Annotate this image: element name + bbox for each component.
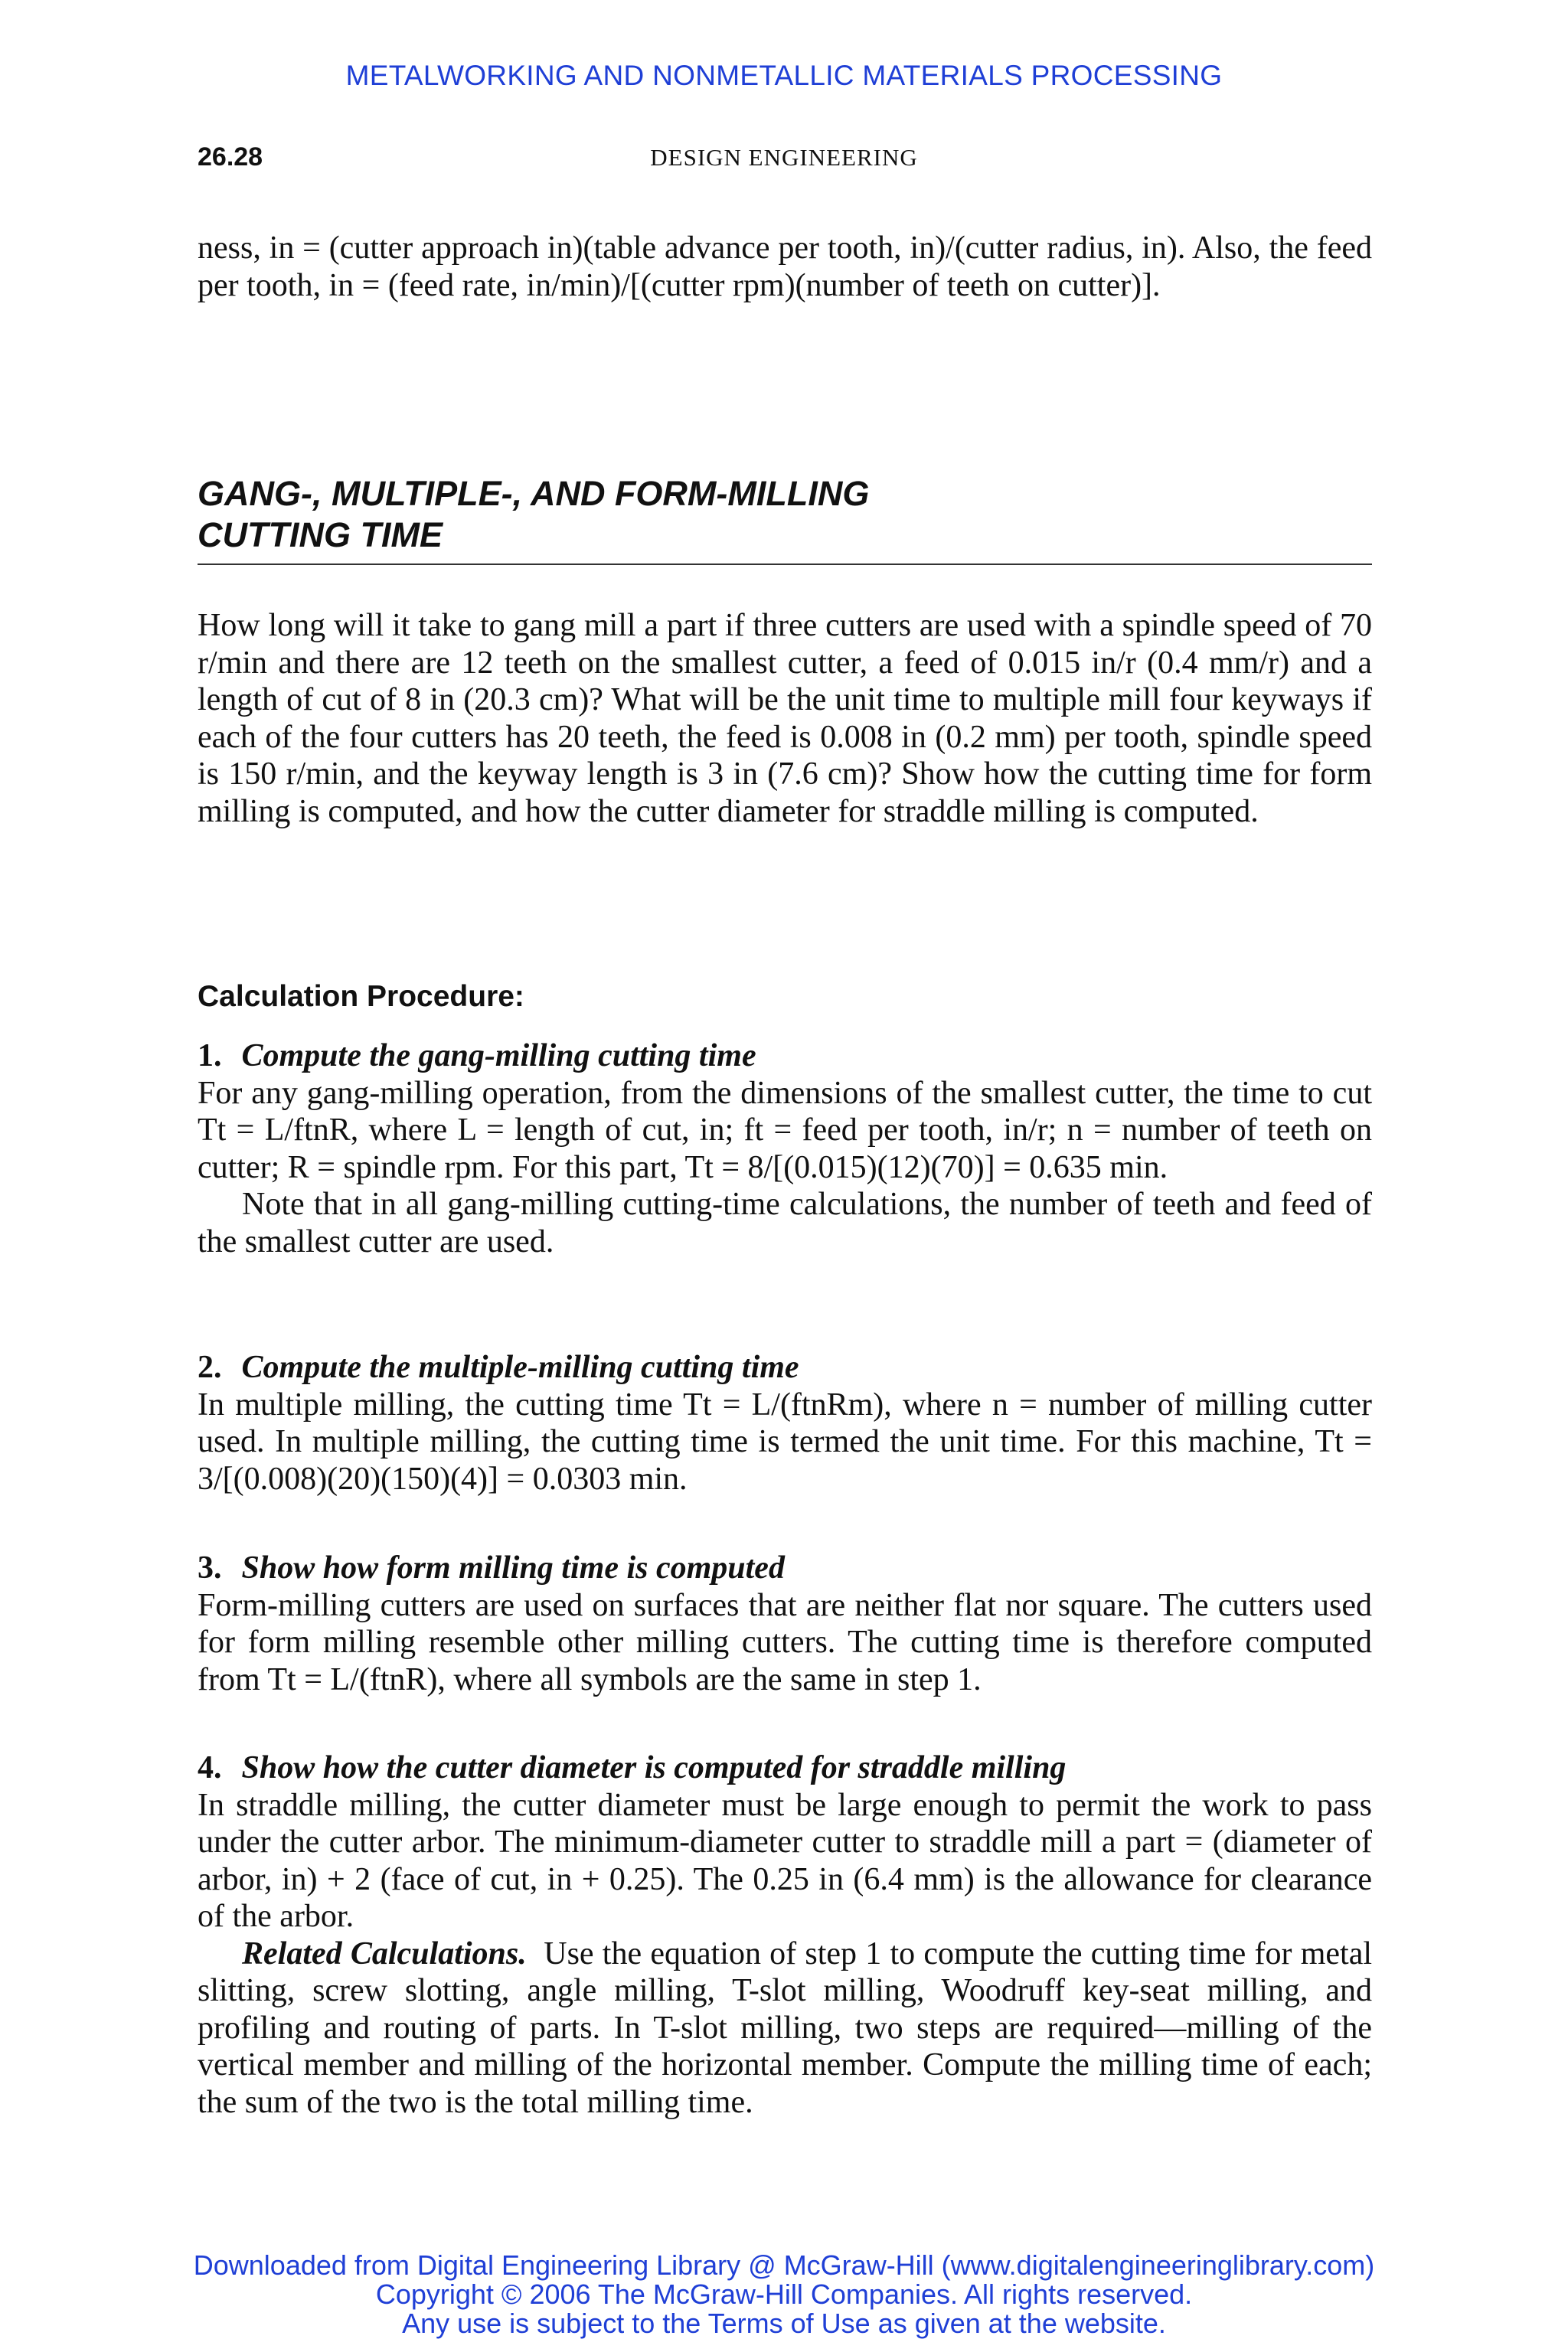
section-title-line1: GANG-, MULTIPLE-, AND FORM-MILLING xyxy=(198,474,870,513)
problem-paragraph: How long will it take to gang mill a part if three cutters are used with a spindle speed of 70 r/min and there are 12 teeth on the smallest cutter, a feed of 0.015 in/r (0.4 mm/r) and a length of cut of 8 in (20.3 cm)? What will be the unit time to multiple mill four keyways if each of the four cutters has 20 teeth, the feed is 0.008 in (0.2 mm) per tooth, spindle speed is 150 r/min, and the keyway length is 3 in (7.6 cm)? Show how the cutting time for form milling is computed, and how the cutter diameter for straddle milling is computed. xyxy=(198,608,1372,829)
step-2-text: In multiple milling, the cutting time Tt = L/(ftnRm), where n = number of milling cutter used. In multiple milling, the cutting time is termed the unit time. For this machine, Tt = 3/[(0.008)(20)(150)(4)] = 0.0303 min. xyxy=(198,1387,1372,1497)
step-1 xyxy=(198,1037,1372,1260)
step-1-note: Note that in all gang-milling cutting-time calculations, the number of teeth and feed of the smallest cutter are used. xyxy=(198,1187,1372,1259)
footer[interactable] xyxy=(0,2251,1568,2338)
step-4-number: 4. xyxy=(198,1750,222,1785)
step-3-text: Form-milling cutters are used on surfaces that are neither flat nor square. The cutters used for form milling resemble other milling cutters. The cutting time is therefore computed from Tt = L/(ftnR), where all symbols are the same in step 1. xyxy=(198,1587,1372,1697)
step-1-heading xyxy=(198,1037,1372,1075)
procedure-heading: Calculation Procedure: xyxy=(198,980,524,1013)
step-2-title: Compute the multiple-milling cutting time xyxy=(241,1350,799,1385)
step-3-title: Show how form milling time is computed xyxy=(241,1550,785,1586)
step-3 xyxy=(198,1550,1372,1698)
step-4 xyxy=(198,1749,1372,2121)
step-4-heading xyxy=(198,1749,1372,1787)
step-4-text: In straddle milling, the cutter diameter must be large enough to permit the work to pass under the cutter arbor. The minimum-diameter cutter to straddle mill a part = (diameter of arbor, in) + 2 (face of cut, in + 0.25). The 0.25 in (6.4 mm) is the allowance for clearance of the arbor. xyxy=(198,1787,1372,1934)
footer-copyright: Copyright © 2006 The McGraw-Hill Companies. All rights reserved. xyxy=(375,2278,1193,2310)
top-banner[interactable]: METALWORKING AND NONMETALLIC MATERIALS PROCESSING xyxy=(345,60,1223,91)
footer-download-link[interactable]: Downloaded from Digital Engineering Library @ McGraw-Hill (www.digitalengineeringlibrary.com) xyxy=(193,2249,1375,2281)
step-1-number: 1. xyxy=(198,1038,222,1073)
step-1-text: For any gang-milling operation, from the dimensions of the smallest cutter, the time to cut Tt = L/ftnR, where L = length of cut, in; ft = feed per tooth, in/r; n = number of teeth on cutter; R = spindle rpm. For this part, Tt = 8/[(0.015)(12)(70)] = 0.635 min. xyxy=(198,1075,1372,1185)
step-1-title: Compute the gang-milling cutting time xyxy=(241,1038,756,1073)
step-4-title: Show how the cutter diameter is computed for straddle milling xyxy=(241,1750,1067,1785)
intro-continuation xyxy=(198,230,1372,304)
related-label: Related Calculations. xyxy=(242,1936,527,1971)
step-2-number: 2. xyxy=(198,1350,222,1385)
section-title-line2: CUTTING TIME xyxy=(198,515,443,554)
section-title xyxy=(198,473,1372,565)
intro-paragraph: ness, in = (cutter approach in)(table advance per tooth, in)/(cutter radius, in). Also, the feed per tooth, in = (feed rate, in/min)/[(cutter rpm)(number of teeth on cutter)]. xyxy=(198,230,1372,303)
footer-terms[interactable]: Any use is subject to the Terms of Use as given at the website. xyxy=(402,2308,1166,2339)
running-head: DESIGN ENGINEERING xyxy=(650,144,918,171)
step-2 xyxy=(198,1349,1372,1498)
step-3-heading xyxy=(198,1550,1372,1587)
page-number: 26.28 xyxy=(198,142,263,172)
problem-statement xyxy=(198,607,1372,830)
step-3-number: 3. xyxy=(198,1550,222,1586)
related-calculations xyxy=(198,1936,1372,2122)
related-text: Use the equation of step 1 to compute the cutting time for metal slitting, screw slotting, angle milling, T-slot milling, Woodruff key-seat milling, and profiling and routing of parts. In T-slot milling, two steps are required—milling of the vertical member and milling of the horizontal member. Compute the milling time of each; the sum of the two is the total milling time. xyxy=(198,1936,1373,2120)
step-2-heading xyxy=(198,1349,1372,1387)
